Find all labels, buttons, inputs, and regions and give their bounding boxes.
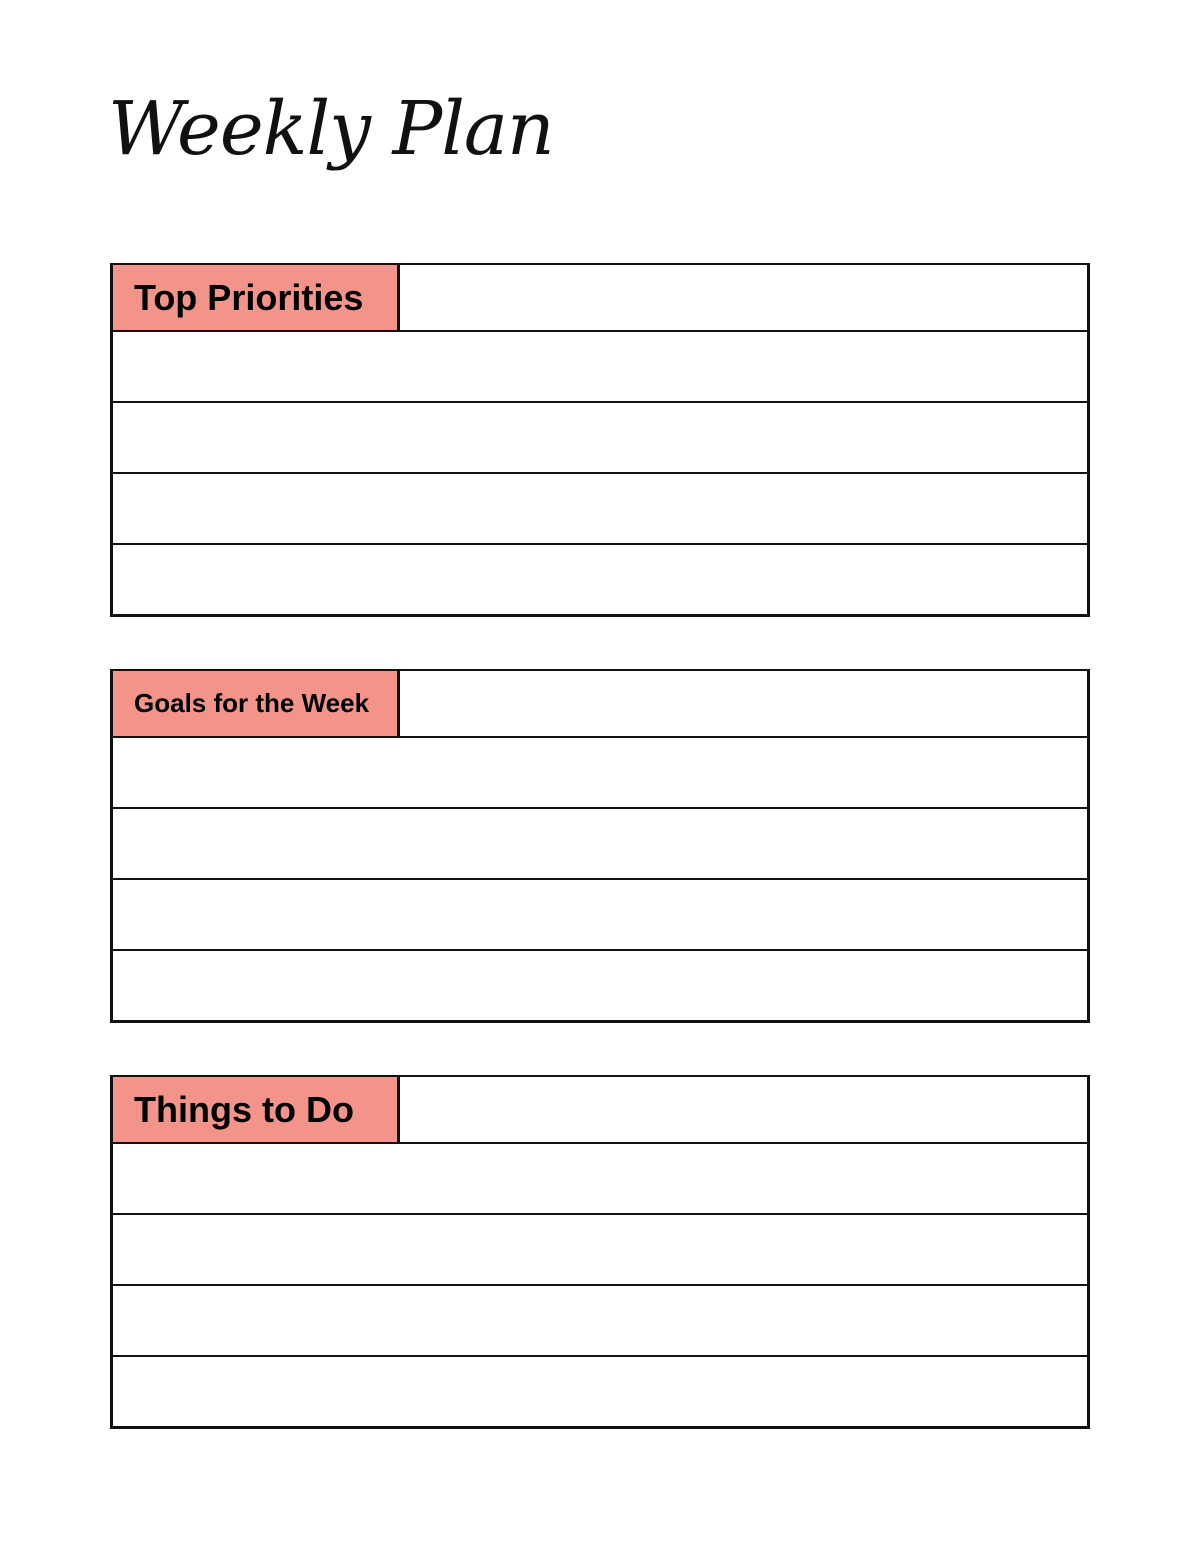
write-line[interactable] <box>113 332 1087 403</box>
section-things-to-do <box>110 1075 1090 1429</box>
write-line[interactable] <box>113 880 1087 951</box>
write-line[interactable] <box>113 738 1087 809</box>
section-header-row <box>113 265 1087 332</box>
write-line[interactable] <box>113 1286 1087 1357</box>
write-line[interactable] <box>113 403 1087 474</box>
write-line[interactable] <box>113 474 1087 545</box>
page-title: Weekly Plan <box>108 86 554 172</box>
write-line[interactable] <box>113 809 1087 880</box>
write-line[interactable] <box>113 1357 1087 1428</box>
write-line[interactable] <box>113 1144 1087 1215</box>
section-header-row <box>113 671 1087 738</box>
write-line[interactable] <box>113 545 1087 616</box>
write-line[interactable] <box>113 1215 1087 1286</box>
section-top-priorities <box>110 263 1090 617</box>
section-label-goals-for-the-week: Goals for the Week <box>113 671 400 736</box>
section-goals-for-the-week <box>110 669 1090 1023</box>
write-line[interactable] <box>113 951 1087 1022</box>
section-header-row <box>113 1077 1087 1144</box>
section-label-things-to-do: Things to Do <box>113 1077 400 1142</box>
section-label-top-priorities: Top Priorities <box>113 265 400 330</box>
